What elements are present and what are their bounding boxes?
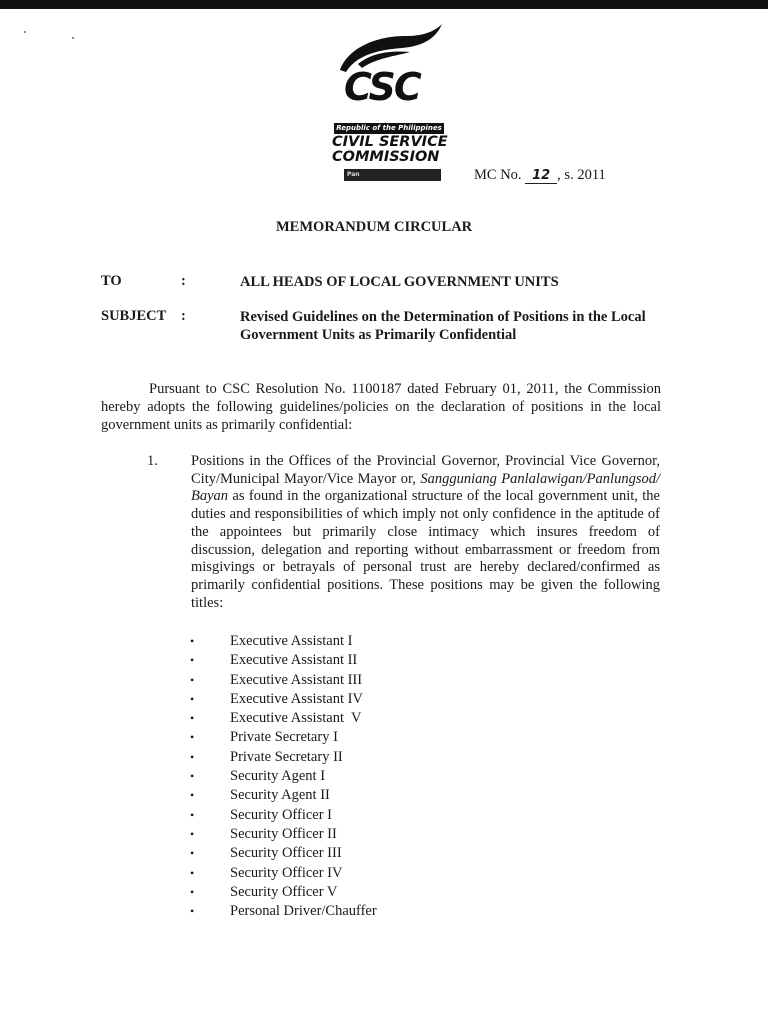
subject-colon: : <box>181 308 186 324</box>
list-item <box>190 825 377 844</box>
bullet-icon: • <box>190 865 195 880</box>
bullet-icon: • <box>190 730 195 745</box>
bullet-icon: • <box>190 769 195 784</box>
to-colon: : <box>181 273 186 289</box>
list-item-label: Executive Assistant I <box>230 633 353 649</box>
scan-edge <box>0 0 768 9</box>
bullet-icon: • <box>190 653 195 668</box>
scan-speck <box>24 31 26 33</box>
to-label: TO <box>101 273 122 289</box>
bullet-icon: • <box>190 826 195 841</box>
list-item-label: Security Agent I <box>230 768 326 785</box>
list-item-label: Executive Assistant II <box>230 652 358 669</box>
list-item-label: Executive Assistant V <box>230 710 362 727</box>
mc-prefix: MC No. <box>474 167 522 183</box>
list-item-label: Security Officer I <box>230 806 332 823</box>
bullet-icon: • <box>190 749 195 764</box>
to-value: ALL HEADS OF LOCAL GOVERNMENT UNITS <box>240 274 559 290</box>
mc-number: 12 <box>532 168 551 183</box>
bullet-icon: • <box>190 788 195 803</box>
bullet-icon: • <box>190 807 195 822</box>
mc-series: , s. 2011 <box>557 167 606 183</box>
list-item <box>190 632 377 651</box>
list-item-label: Executive Assistant III <box>230 671 363 688</box>
bullet-icon: • <box>190 904 195 919</box>
bullet-icon: • <box>190 691 195 706</box>
item-text-part: Positions in the Offices of the Provincial Governor, Provincial Vice Governor, City/Municipal Mayor/Vice Mayor or, <box>191 453 660 487</box>
circular-number <box>474 167 606 184</box>
list-item-label: Private Secretary I <box>230 729 338 746</box>
bullet-icon: • <box>190 884 195 899</box>
list-item <box>190 671 377 690</box>
list-item-label: Executive Assistant IV <box>230 690 363 707</box>
bullet-icon: • <box>190 711 195 726</box>
list-item <box>190 728 377 747</box>
list-item-label: Security Officer III <box>230 845 342 862</box>
item-text-italic: Sangguniang Panlalawigan/Panlungsod/ Bayan <box>191 470 660 505</box>
subject-value: Revised Guidelines on the Determination of Positions in the Local Government Units as Primarily Confidential <box>240 309 646 343</box>
list-item <box>190 767 377 786</box>
list-item-label: Security Officer II <box>230 825 337 842</box>
list-item <box>190 902 377 921</box>
list-item-label: Private Secretary II <box>230 748 343 765</box>
list-item <box>190 806 377 825</box>
item-number: 1. <box>147 453 158 469</box>
list-item <box>190 883 377 902</box>
list-item <box>190 709 377 728</box>
csc-logo <box>330 24 450 178</box>
mc-number-field <box>525 168 557 184</box>
intro-paragraph: Pursuant to CSC Resolution No. 1100187 dated February 01, 2011, the Commission hereby adopts the following guidelines/policies on the declaration of positions in the local government units as primarily confidential: <box>101 381 661 433</box>
list-item-label: Personal Driver/Chauffer <box>230 903 377 920</box>
list-item-label: Security Officer IV <box>230 864 343 881</box>
item-text-part: as found in the organizational structure of the local government unit, the duties and responsibilities of which imply not only confidence in the aptitude of the appointees but primarily close intimacy which insures freedom of discussion, delegation and reporting without embarrassment or freedom from misgivings or betrayals of personal trust are hereby declared/confirmed as primarily confidential positions. These positions may be given the following titles: <box>191 488 660 611</box>
list-item-label: Security Agent II <box>230 787 330 804</box>
item-paragraph <box>191 453 660 612</box>
logo-acronym: CSC <box>344 65 420 109</box>
logo-commission: COMMISSION <box>332 149 440 165</box>
list-item <box>190 844 377 863</box>
list-item <box>190 651 377 670</box>
position-titles-list <box>190 632 377 921</box>
logo-civil-service: CIVIL SERVICE <box>332 134 448 150</box>
logo-motto-strip: Pan <box>344 169 441 181</box>
list-item <box>190 786 377 805</box>
list-item <box>190 864 377 883</box>
document-title: MEMORANDUM CIRCULAR <box>276 219 473 235</box>
list-item <box>190 690 377 709</box>
bullet-icon: • <box>190 634 195 648</box>
bullet-icon: • <box>190 672 195 687</box>
scan-speck <box>72 37 74 39</box>
logo-republic-band: Republic of the Philippines <box>334 123 444 134</box>
list-item <box>190 748 377 767</box>
subject-label: SUBJECT <box>101 308 167 324</box>
bullet-icon: • <box>190 846 195 861</box>
list-item-label: Security Officer V <box>230 883 338 900</box>
